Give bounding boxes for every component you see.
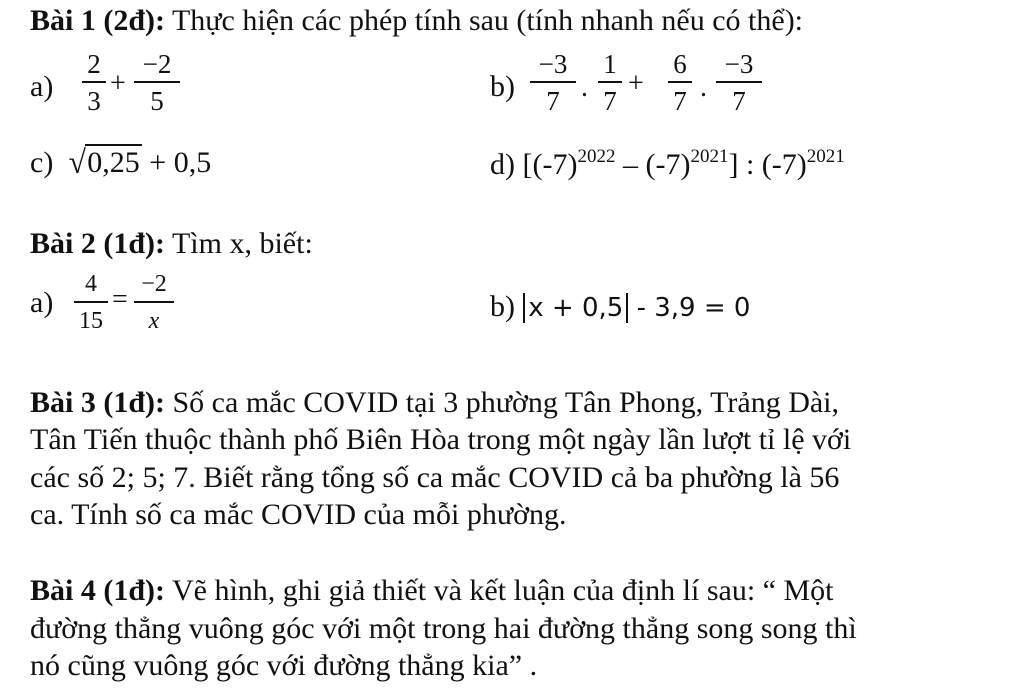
bai1-d-label: d) — [490, 148, 515, 181]
bai3-line2: Tân Tiến thuộc thành phố Biên Hòa trong một ngày lần lượt tỉ lệ với — [30, 423, 852, 456]
bai1-b-dot1: . — [581, 72, 588, 103]
bai2-a-frac2-den: x — [148, 308, 160, 334]
bai2-a-eq: = — [112, 284, 128, 315]
bai1-b-frac4-num: −3 — [724, 49, 754, 79]
bai2-b-label: b) — [490, 290, 515, 323]
bai1-c-label: c) — [30, 146, 54, 179]
bai1-d-exp2: 2021 — [690, 146, 729, 167]
bai2-a-label: a) — [30, 286, 54, 319]
bai1-a-frac2-den: 5 — [150, 86, 164, 116]
bai1-heading: Bài 1 (2đ): — [30, 4, 165, 37]
bai4-line1 — [30, 573, 833, 609]
bai1-a-frac1 — [82, 48, 106, 117]
bai1-a-label: a) — [30, 70, 54, 103]
bai1-b-frac1-den: 7 — [546, 86, 560, 116]
bai2-a-frac1 — [74, 268, 108, 337]
bai2-b-rest: - 3,9 = 0 — [628, 293, 751, 323]
bai1-b-frac2-num: 1 — [603, 49, 617, 79]
bai1-b-frac3 — [668, 48, 692, 117]
bai2-a-frac1-den: 15 — [79, 308, 103, 334]
bai4-line3: nó cũng vuông góc với đường thẳng kia” . — [30, 649, 538, 682]
bai2-a-frac2-num: −2 — [141, 271, 167, 297]
bai1-d-exp1: 2022 — [577, 146, 616, 167]
fraction-bar — [134, 81, 180, 83]
bai2-b-abs: x + 0,5 — [523, 293, 628, 323]
bai1-b-frac3-num: 6 — [673, 49, 687, 79]
bai2-a-frac2 — [134, 268, 174, 337]
bai3-heading: Bài 3 (1đ): — [30, 386, 165, 419]
bai1-title — [30, 4, 803, 38]
bai1-c-radicand: 0,25 — [87, 146, 140, 179]
bai1-c-rest: + 0,5 — [149, 146, 212, 179]
bai1-b-frac4 — [716, 48, 762, 117]
fraction-bar — [134, 301, 174, 303]
fraction-bar — [530, 81, 576, 83]
bai1-text: Thực hiện các phép tính sau (tính nhanh nếu có thể): — [165, 4, 804, 37]
fraction-bar — [598, 81, 622, 83]
bai1-c — [30, 146, 211, 180]
bai3-line4: ca. Tính số ca mắc COVID của mỗi phường. — [30, 498, 567, 531]
bai1-d-part3: ] : (-7) — [728, 148, 807, 181]
bai1-b-frac1-num: −3 — [538, 49, 568, 79]
bai1-b-frac4-den: 7 — [732, 86, 746, 116]
bai1-d-exp3: 2021 — [806, 146, 845, 167]
bai1-b-frac2-den: 7 — [603, 86, 617, 116]
bai2-heading: Bài 2 (1đ): — [30, 227, 165, 260]
bai1-b-op: + — [628, 68, 644, 99]
fraction-bar — [74, 301, 108, 303]
fraction-bar — [716, 81, 762, 83]
bai1-a-op: + — [110, 68, 126, 99]
fraction-bar — [82, 81, 106, 83]
bai3-line3: các số 2; 5; 7. Biết rằng tổng số ca mắc COVID cả ba phường là 56 — [30, 461, 840, 494]
bai1-a-frac1-num: 2 — [87, 49, 101, 79]
bai1-b-frac3-den: 7 — [673, 86, 687, 116]
bai1-b-frac2 — [598, 48, 622, 117]
bai1-d-part1: [(-7) — [522, 148, 578, 181]
bai4-heading: Bài 4 (1đ): — [30, 574, 165, 607]
bai1-a-frac2 — [134, 48, 180, 117]
bai1-d — [490, 146, 845, 182]
bai3-text1: Số ca mắc COVID tại 3 phường Tân Phong, Trảng Dài, — [165, 386, 840, 419]
bai1-b-label: b) — [490, 70, 515, 103]
bai4-text1: Vẽ hình, ghi giả thiết và kết luận của định lí sau: “ Một — [165, 574, 834, 607]
bai2-b — [490, 290, 750, 324]
bai2-a-frac1-num: 4 — [85, 271, 97, 297]
bai2-title — [30, 227, 313, 261]
bai3-line1 — [30, 385, 839, 421]
bai1-d-part2: – (-7) — [615, 148, 691, 181]
bai1-a-frac1-den: 3 — [87, 86, 101, 116]
bai1-b-dot2: . — [700, 72, 707, 103]
bai4-line2: đường thẳng vuông góc với một trong hai đường thẳng song song thì — [30, 612, 857, 645]
bai1-a-frac2-num: −2 — [142, 49, 172, 79]
bai2-text: Tìm x, biết: — [165, 227, 313, 260]
fraction-bar — [668, 81, 692, 83]
bai1-b-frac1 — [530, 48, 576, 117]
sqrt-sign: √ — [68, 144, 86, 181]
